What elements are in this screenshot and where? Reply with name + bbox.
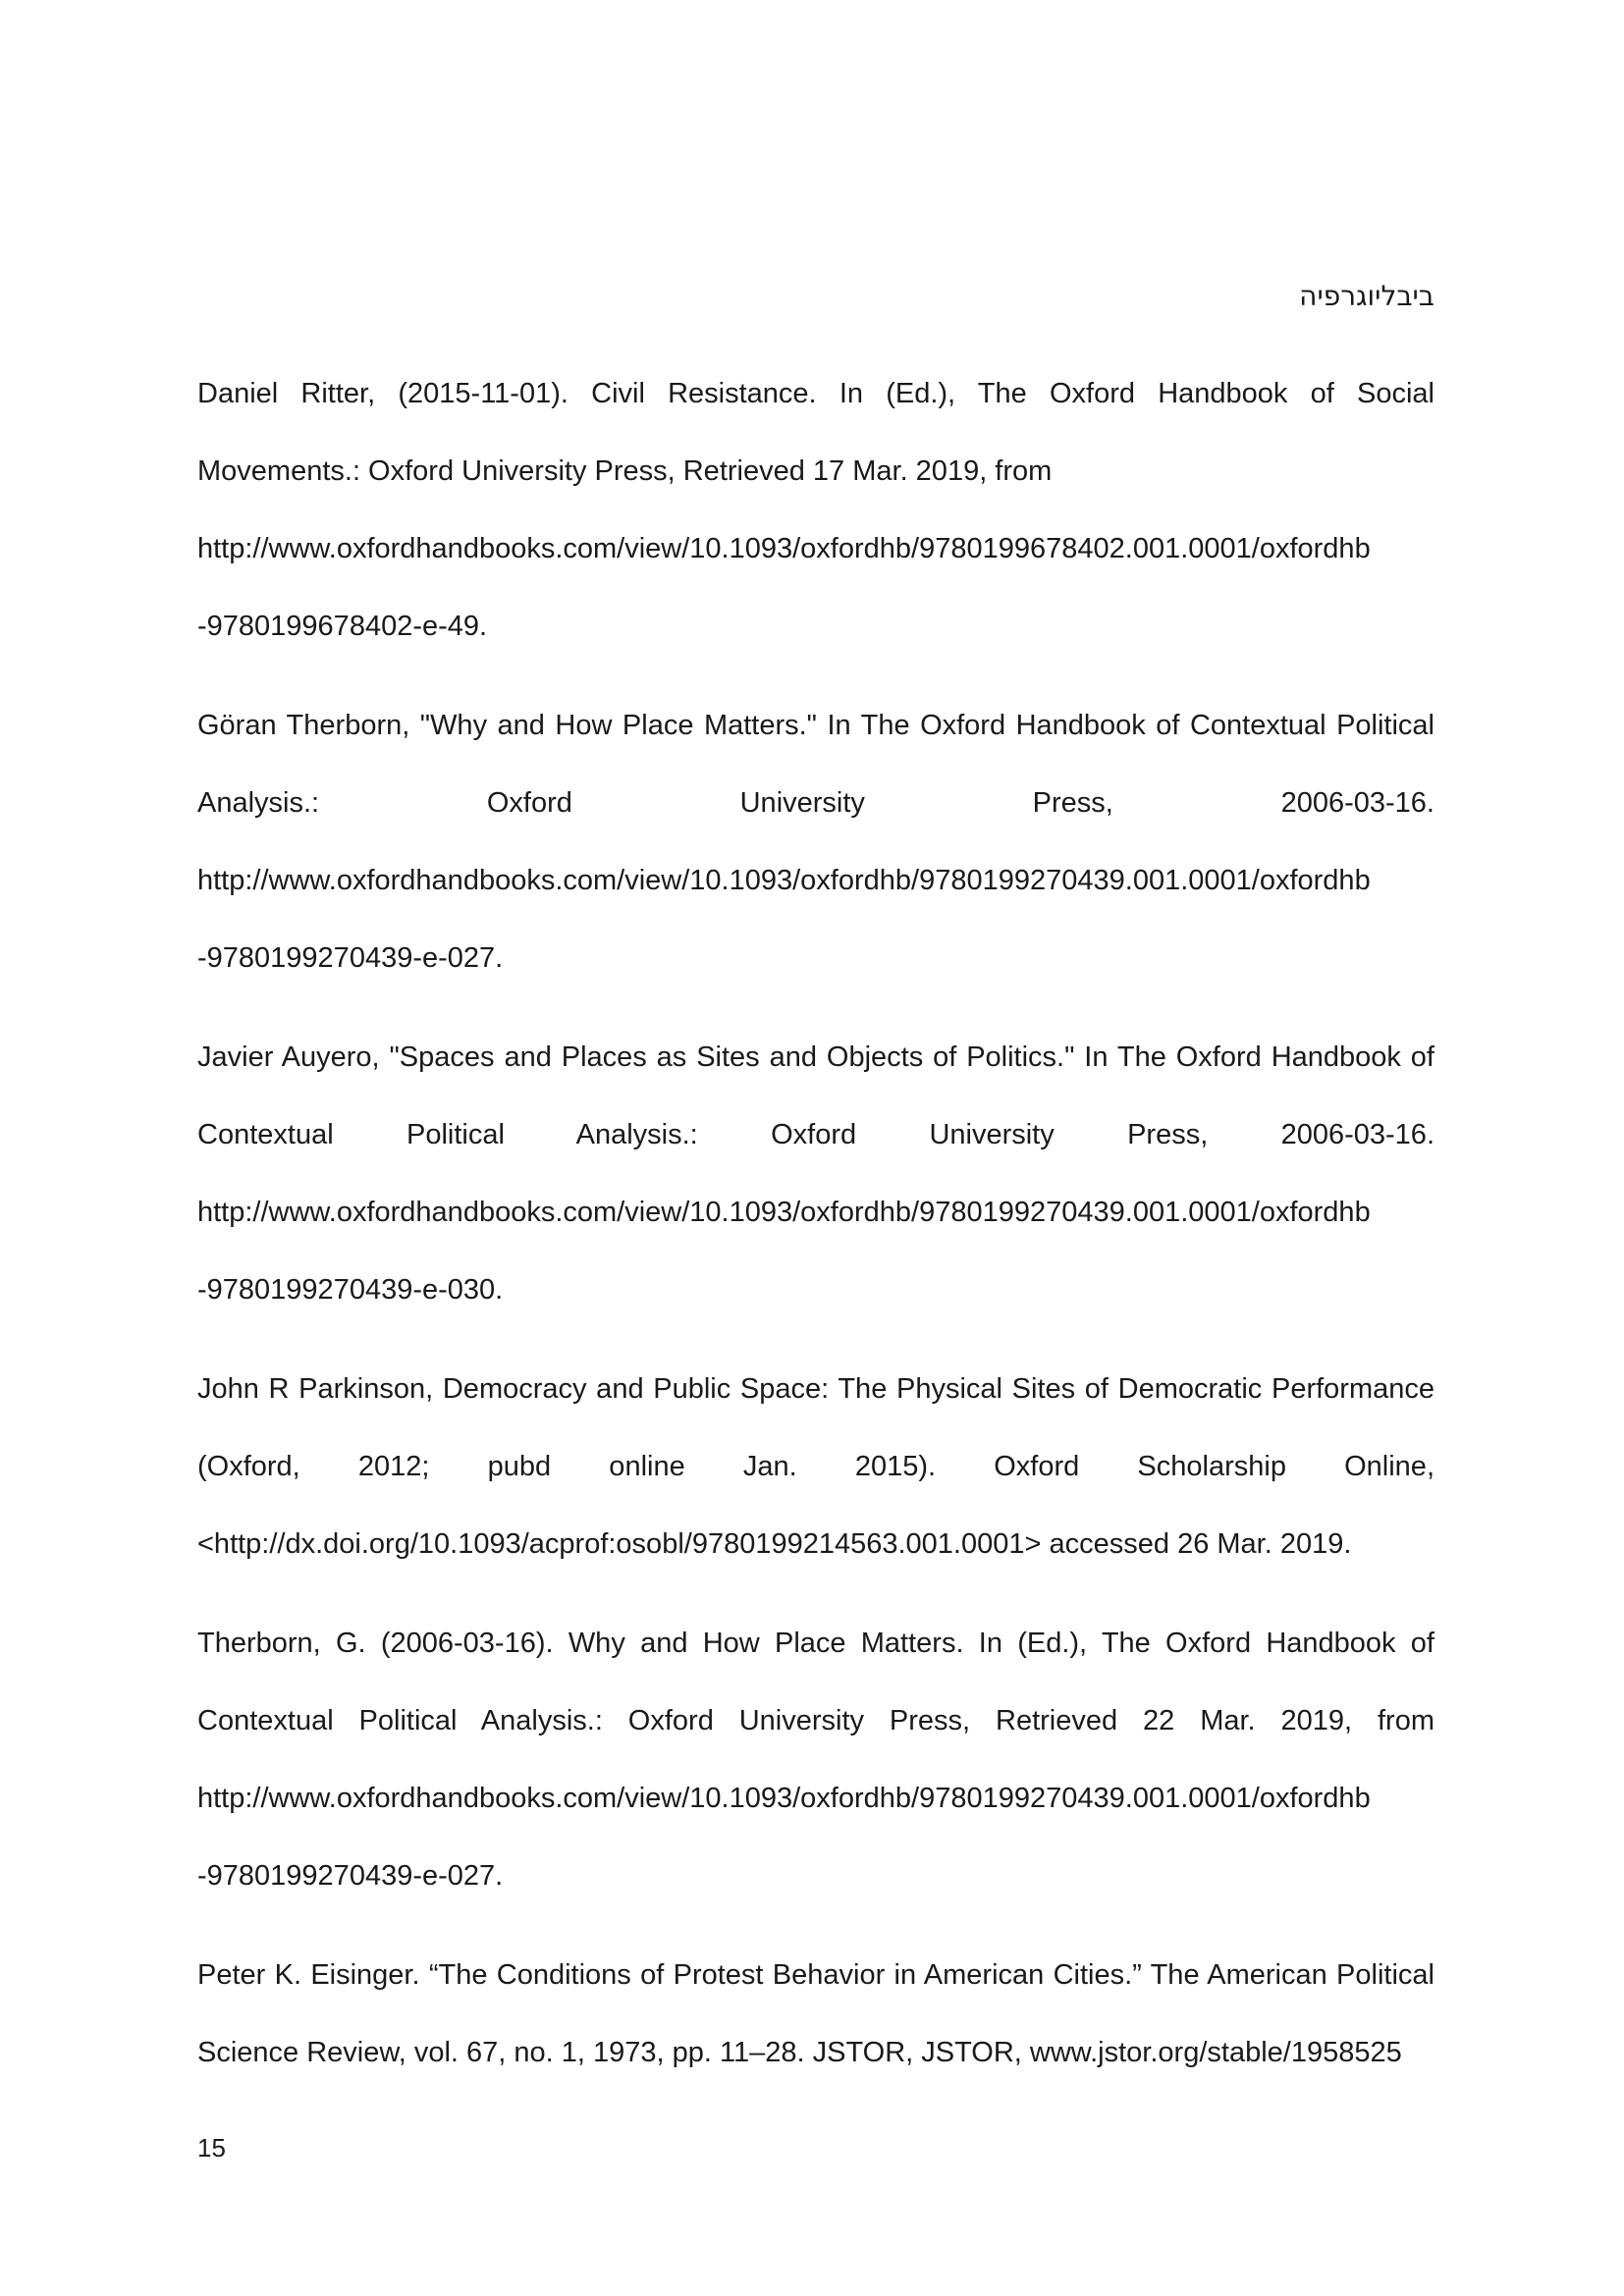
bibliography-entry-therborn-1 xyxy=(197,687,1435,997)
bibliography-entry-parkinson xyxy=(197,1351,1435,1583)
page-number: 15 xyxy=(197,2133,226,2163)
entry-url-line[interactable]: -9780199270439-e-027. xyxy=(197,1860,504,1892)
entry-line: (Oxford, 2012; pubd online Jan. 2015). Oxford Scholarship Online, xyxy=(197,1451,1435,1482)
entry-url-line[interactable]: -9780199270439-e-027. xyxy=(197,942,504,974)
entry-url-line[interactable]: http://www.oxfordhandbooks.com/view/10.1093/oxfordhb/9780199270439.001.0001/oxfordhb xyxy=(197,865,1371,896)
entry-url-line[interactable]: -9780199270439-e-030. xyxy=(197,1274,504,1306)
entry-line: Movements.: Oxford University Press, Retrieved 17 Mar. 2019, from xyxy=(197,455,1053,487)
bibliography-entry-ritter xyxy=(197,355,1435,666)
entry-line: Göran Therborn, "Why and How Place Matters." In The Oxford Handbook of Contextual Political xyxy=(197,710,1435,741)
entry-line: Daniel Ritter, (2015-11-01). Civil Resistance. In (Ed.), The Oxford Handbook of Social xyxy=(197,378,1435,409)
entry-line: Analysis.: Oxford University Press, 2006-03-16. xyxy=(197,787,1435,819)
bibliography-entry-eisinger xyxy=(197,1937,1435,2092)
entry-url-line[interactable]: -9780199678402-e-49. xyxy=(197,611,488,642)
entry-line: Javier Auyero, "Spaces and Places as Sites and Objects of Politics." In The Oxford Handbook of xyxy=(197,1041,1435,1073)
entry-url-line[interactable]: http://www.oxfordhandbooks.com/view/10.1093/oxfordhb/9780199270439.001.0001/oxfordhb xyxy=(197,1197,1371,1228)
bibliography-entry-auyero xyxy=(197,1019,1435,1329)
entry-url-line[interactable]: <http://dx.doi.org/10.1093/acprof:osobl/9780199214563.001.0001> accessed 26 Mar. 2019. xyxy=(197,1528,1352,1560)
entry-line: Therborn, G. (2006-03-16). Why and How Place Matters. In (Ed.), The Oxford Handbook of xyxy=(197,1628,1435,1659)
entry-line: Contextual Political Analysis.: Oxford University Press, Retrieved 22 Mar. 2019, from xyxy=(197,1705,1435,1736)
bibliography-list xyxy=(197,355,1435,2113)
entry-line: Contextual Political Analysis.: Oxford University Press, 2006-03-16. xyxy=(197,1119,1435,1150)
entry-line: Science Review, vol. 67, no. 1, 1973, pp. 11–28. JSTOR, JSTOR, www.jstor.org/stable/1958525 xyxy=(197,2037,1402,2068)
entry-url-line[interactable]: http://www.oxfordhandbooks.com/view/10.1093/oxfordhb/9780199678402.001.0001/oxfordhb xyxy=(197,533,1371,564)
entry-line: Peter K. Eisinger. “The Conditions of Protest Behavior in American Cities.” The American Political xyxy=(197,1959,1435,1991)
bibliography-heading: ביבליוגרפיה xyxy=(1299,280,1435,312)
entry-url-line[interactable]: http://www.oxfordhandbooks.com/view/10.1093/oxfordhb/9780199270439.001.0001/oxfordhb xyxy=(197,1783,1371,1814)
bibliography-entry-therborn-2 xyxy=(197,1605,1435,1915)
entry-line: John R Parkinson, Democracy and Public Space: The Physical Sites of Democratic Performance xyxy=(197,1373,1435,1405)
